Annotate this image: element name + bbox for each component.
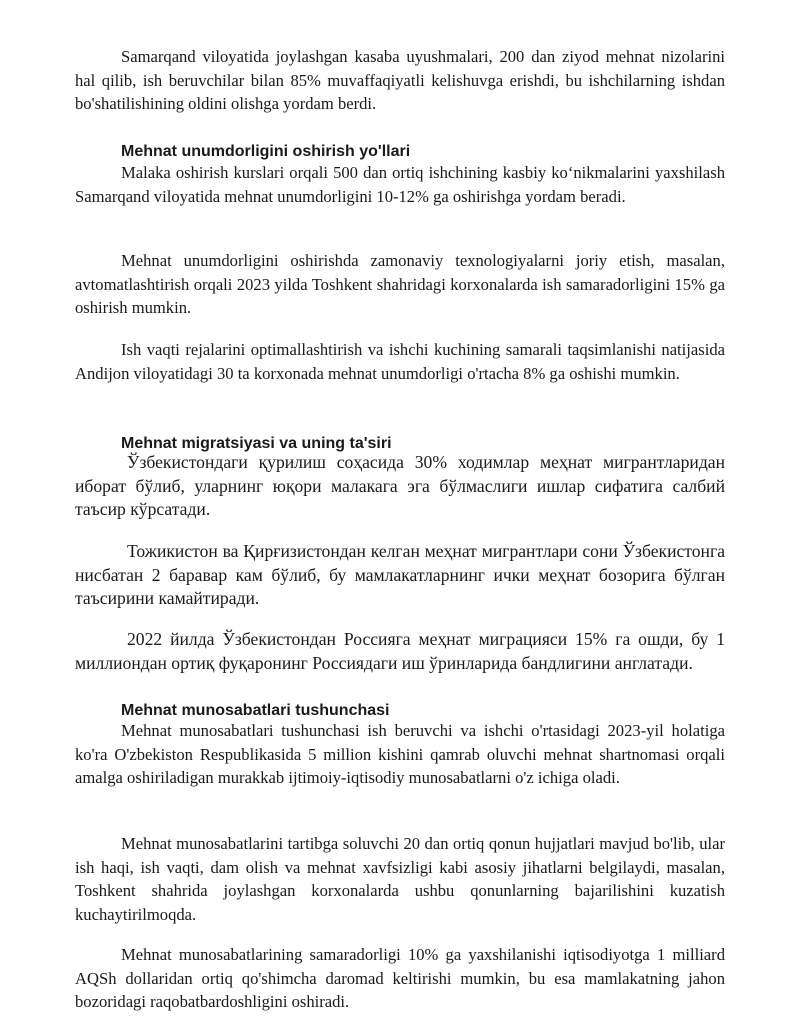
paragraph-construction-migrants: Ўзбекистондаги қурилиш соҳасида 30% ходимлар меҳнат мигрантларидан иборат бўлиб, уларнинг юқори малакага эга бўлмаслиги ишлар сифатига салбий таъсир кўрсатади. bbox=[75, 452, 725, 520]
paragraph-russia-migration: 2022 йилда Ўзбекистондан Россияга меҳнат миграцияси 15% га ошди, бу 1 миллиондан ортиқ фуқаронинг Россиядаги иш ўринларида бандлигини англатади. bbox=[75, 629, 725, 673]
heading-productivity: Mehnat unumdorligini oshirish yo'llari bbox=[121, 143, 411, 160]
paragraph-labor-laws: Mehnat munosabatlarini tartibga soluvchi 20 dan ortiq qonun hujjatlari mavjud bo'lib, ular ish haqi, ish vaqti, dam olish va mehnat xavfsizligi kabi asosiy jihatlarni belgilaydi, masalan, Toshkent shahrida joylashgan korxonalarda ushbu qonunlarning bajarilishini kuzatish kuchaytirilmoqda. bbox=[75, 834, 725, 925]
paragraph-labor-relations-concept: Mehnat munosabatlari tushunchasi ish beruvchi va ishchi o'rtasidagi 2023-yil holatiga ko'ra O'zbekiston Respublikasida 5 million kishini qamrab oluvchi mehnat shartnomasi orqali amalga oshiriladigan murakkab ijtimoiy-iqtisodiy munosabatlarni o'z ichiga oladi. bbox=[75, 721, 725, 788]
paragraph-automation: Mehnat unumdorligini oshirishda zamonaviy texnologiyalarni joriy etish, masalan, avtomatlashtirish orqali 2023 yilda Toshkent shahridagi korxonalarda ish samaradorligini 15% ga oshirish mumkin. bbox=[75, 251, 725, 318]
paragraph-work-schedule: Ish vaqti rejalarini optimallashtirish va ishchi kuchining samarali taqsimlanishi natijasida Andijon viloyatidagi 30 ta korxonada mehnat unumdorligi o'rtacha 8% ga oshishi mumkin. bbox=[75, 340, 725, 383]
heading-labor-relations: Mehnat munosabatlari tushunchasi bbox=[121, 702, 390, 719]
heading-migration: Mehnat migratsiyasi va uning ta'siri bbox=[121, 435, 392, 452]
paragraph-labor-efficiency: Mehnat munosabatlarining samaradorligi 10% ga yaxshilanishi iqtisodiyotga 1 milliard AQSh dollaridan ortiq qo'shimcha daromad keltirishi mumkin, bu esa mamlakatning jahon bozoridagi raqobatbardoshligini oshiradi. bbox=[75, 945, 725, 1012]
paragraph-neighbor-migrants: Тожикистон ва Қирғизистондан келган меҳнат мигрантлари сони Ўзбекистонга нисбатан 2 баравар кам бўлиб, бу мамлакатларнинг ички меҳнат бозорига бўлган таъсирини камайтиради. bbox=[75, 541, 725, 609]
paragraph-trade-unions: Samarqand viloyatida joylashgan kasaba uyushmalari, 200 dan ziyod mehnat nizolarini hal qilib, ish beruvchilar bilan 85% muvaffaqiyatli kelishuvga erishdi, bu ishchilarning ishdan bo'shatilishining oldini olishga yordam berdi. bbox=[75, 47, 725, 114]
paragraph-training-courses: Malaka oshirish kurslari orqali 500 dan ortiq ishchining kasbiy ko‘nikmalarini yaxshilash Samarqand viloyatida mehnat unumdorligini 10-12% ga oshirishga yordam beradi. bbox=[75, 163, 725, 206]
